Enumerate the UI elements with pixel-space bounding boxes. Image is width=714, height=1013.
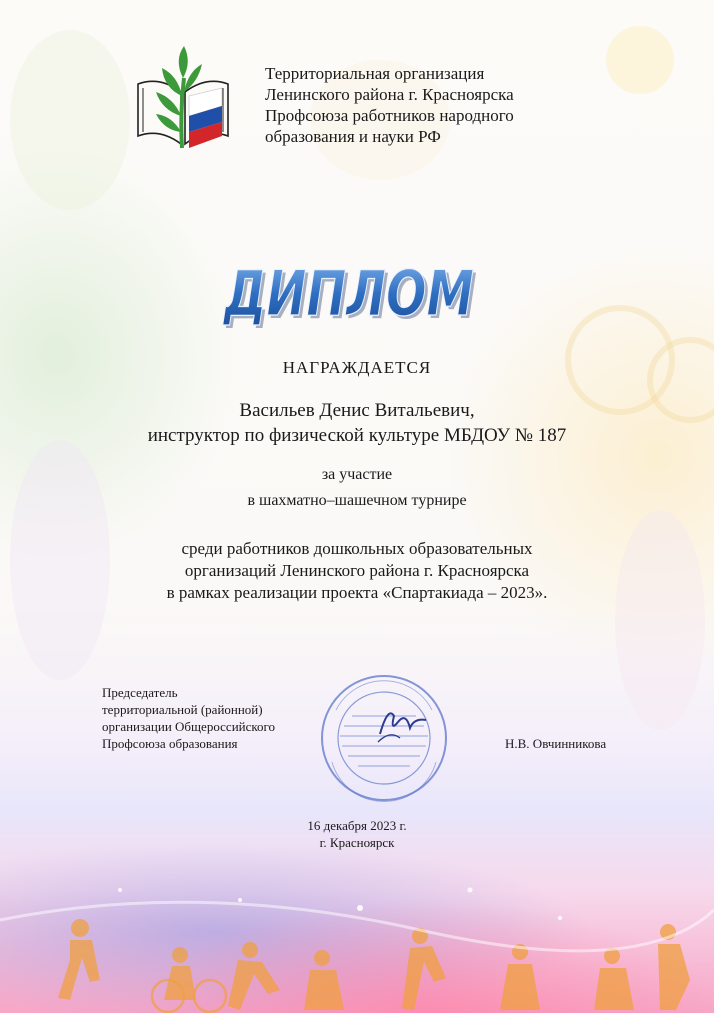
description-line-2: организаций Ленинского района г. Красноярска [184,561,530,580]
description-line-3: в рамках реализации проекта «Спартакиада – 2023». [166,583,548,602]
org-line-3: Профсоюза работников народного [265,106,514,125]
recipient-name: Васильев Денис Витальевич, [239,400,475,421]
official-stamp [318,672,450,804]
issue-date: 16 декабря 2023 г. [307,818,407,833]
chairman-line-3: организации Общероссийского [102,719,276,734]
diploma-heading [214,252,484,332]
award-reason: за участие [321,466,393,483]
awarded-label: НАГРАЖДАЕТСЯ [282,358,432,377]
org-line-4: образования и науки РФ [265,127,441,146]
award-event: в шахматно–шашечном турнире [247,492,467,509]
issue-city: г. Красноярск [319,835,395,850]
chairman-line-1: Председатель [102,685,178,700]
diploma-heading-text: ДИПЛОМ [222,257,474,330]
union-logo [134,44,232,154]
chairman-line-2: территориальной (районной) [102,702,263,717]
chairman-line-4: Профсоюза образования [102,736,238,751]
recipient-position: инструктор по физической культуре МБДОУ № 187 [147,425,567,446]
diploma-heading-shadow: ДИПЛОМ [225,260,477,332]
footer-sport-silhouettes [0,860,714,1013]
organization-title [265,63,585,147]
chairman-title [102,684,322,752]
org-line-2: Ленинского района г. Красноярска [265,85,514,104]
description-line-1: среди работников дошкольных образовательных [181,539,533,558]
org-line-1: Территориальная организация [265,64,485,83]
signer-name: Н.В. Овчинникова [505,736,607,751]
